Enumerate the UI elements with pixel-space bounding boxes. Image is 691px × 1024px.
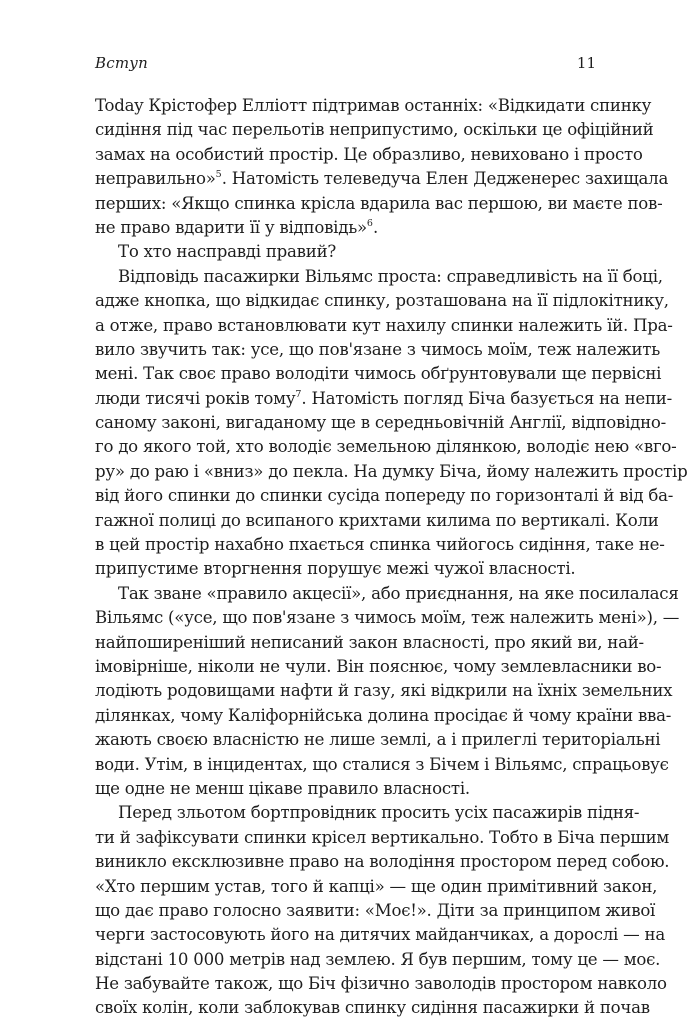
text-line: Так зване «правило акцесії», або приєднання, на яке посилалася — [118, 583, 679, 603]
text-line: вило звучить так: усе, що пов'язане з чимось моїм, теж належить — [95, 339, 660, 359]
text-line — [95, 216, 597, 240]
text-line: черги застосовують його на дитячих майданчиках, а дорослі — на — [95, 925, 665, 945]
page-number: 11 — [576, 54, 596, 72]
text-line: «Хто першим устав, того й капці» — ще один примітивний закон, — [95, 876, 658, 896]
text-line: найпоширеніший неписаний закон власності, про який ви, най- — [95, 632, 644, 652]
text-line — [95, 167, 669, 191]
footnote-marker[interactable]: 5 — [215, 169, 222, 181]
text-line: мені. Так своє право володіти чимось обґрунтовували ще первісні — [95, 364, 662, 384]
text-line: води. Утім, в інцидентах, що сталися з Бічем і Вільямс, спрацьовує — [95, 754, 669, 774]
text-line: лодіють родовищами нафти й газу, які відкрили на їхніх земельних — [95, 681, 673, 701]
running-head — [95, 54, 596, 78]
line-segment: . Натомість телеведуча Елен Дедженерес захищала — [221, 169, 669, 189]
text-line: що дає право голосно заявити: «Моє!». Діти за принципом живої — [95, 900, 656, 920]
text-line: адже кнопка, що відкидає спинку, розташована на її підлокітнику, — [95, 291, 669, 311]
line-segment: . Натомість погляд Біча базується на непи- — [301, 388, 672, 408]
footnote-marker[interactable]: 6 — [366, 217, 373, 229]
text-line: саному законі, вигаданому ще в середньовічній Англії, відповідно- — [95, 413, 667, 433]
text-line: виникло ексклюзивне право на володіння простором перед собою. — [95, 852, 670, 872]
text-line: Не забувайте також, що Біч фізично заволодів простором навколо — [95, 974, 667, 994]
text-line — [95, 387, 672, 411]
section-title: Вступ — [95, 54, 149, 72]
text-line: То хто насправді правий? — [118, 242, 337, 262]
footnote-marker[interactable]: 7 — [295, 388, 302, 400]
text-line: сидіння під час перельотів неприпустимо, оскільки це офіційний — [95, 120, 654, 140]
line-segment: не право вдарити її у відповідь» — [95, 217, 367, 237]
text-line: замах на особистий простір. Це образливо, невиховано і просто — [95, 144, 643, 164]
text-line: Перед зльотом бортпровідник просить усіх пасажирів підня- — [118, 803, 640, 823]
line-segment: люди тисячі років тому — [95, 388, 296, 408]
line-segment: . — [372, 217, 378, 237]
text-line: ще одне не менш цікаве правило власності. — [95, 778, 470, 798]
text-line: ділянках, чому Каліфорнійська долина просідає й чому країни вва- — [95, 705, 672, 725]
text-line: в цей простір нахабно пхається спинка чийогось сидіння, таке не- — [95, 535, 665, 555]
text-line: від його спинки до спинки сусіда попереду по горизонталі й від ба- — [95, 486, 674, 506]
text-line: го до якого той, хто володіє земельною ділянкою, володіє нею «вго- — [95, 437, 677, 457]
text-line: а отже, право встановлювати кут нахилу спинки належить їй. Пра- — [95, 315, 673, 335]
text-line: перших: «Якщо спинка крісла вдарила вас першою, ви маєте пов- — [95, 193, 663, 213]
text-line: відстані 10 000 метрів над землею. Я був першим, тому це — моє. — [95, 949, 661, 969]
text-line: припустиме вторгнення порушує межі чужої власності. — [95, 559, 576, 579]
text-line: Відповідь пасажирки Вільямс проста: справедливість на її боці, — [118, 266, 663, 286]
text-line: Today Крістофер Еллiотт підтримав останніх: «Відкидати спинку — [95, 96, 652, 115]
line-segment: неправильно» — [95, 169, 216, 189]
text-line: ру» до раю і «вниз» до пекла. На думку Біча, йому належить простір — [95, 461, 688, 481]
text-line: імовірніше, ніколи не чули. Він пояснює, чому землевласники во- — [95, 656, 662, 676]
text-line: Вільямс («усе, що пов'язане з чимось моїм, теж належить мені»), — — [95, 608, 680, 628]
text-line: своїх колін, коли заблокував спинку сидіння пасажирки й почав — [95, 998, 650, 1018]
text-line: ти й зафіксувати спинки крісел вертикально. Тобто в Біча першим — [95, 827, 670, 847]
text-line: гажної полиці до всипаного крихтами килима по вертикалі. Коли — [95, 510, 659, 530]
text-line: жають своєю власністю не лише землі, а і прилеглі територіальні — [95, 730, 661, 750]
body-text — [95, 94, 688, 1021]
